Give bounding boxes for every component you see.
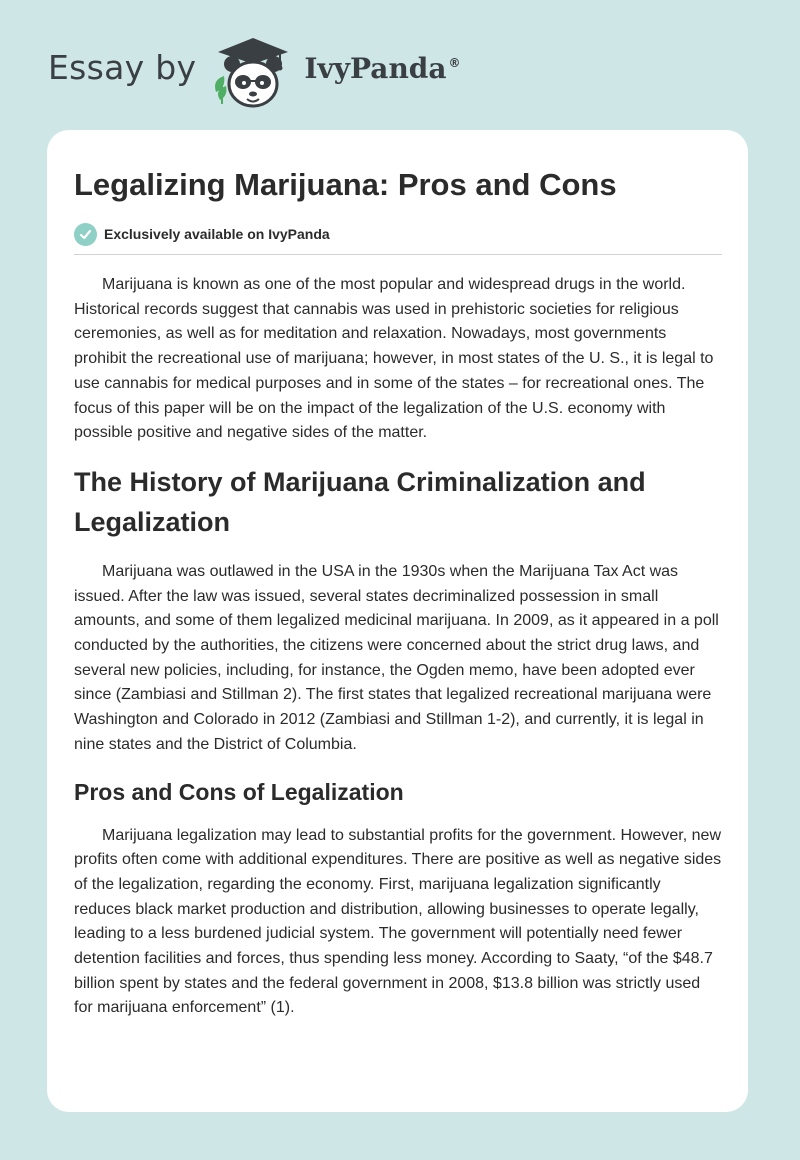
intro-paragraph: Marijuana is known as one of the most popular and widespread drugs in the world. Historical records suggest that cannabis was used in prehistoric societies for religious ceremonies, as well as for meditation and relaxation. Nowadays, most governments prohibit the recreational use of marijuana; however, in most states of the U. S., it is legal to use cannabis for medical purposes and in some of the states – for recreational ones. The focus of this paper will be on the impact of the legalization of the U.S. economy with possible positive and negative sides of the matter. (74, 276, 714, 442)
ivypanda-logo-icon[interactable] (210, 30, 296, 110)
check-circle-icon (74, 223, 97, 246)
exclusive-badge (74, 222, 722, 246)
section-paragraph-history: Marijuana was outlawed in the USA in the 1930s when the Marijuana Tax Act was issued. After the law was issued, several states decriminalized possession in small amounts, and some of them legalized medicinal marijuana. In 2009, as it appeared in a poll conducted by the authorities, the citizens were concerned about the strict drug laws, and several new policies, including, for instance, the Ogden memo, have been adopted ever since (Zambiasi and Stillman 2). The first states that legalized recreational marijuana were Washington and Colorado in 2012 (Zambiasi and Stillman 1-2), and currently, it is legal in nine states and the District of Columbia. (74, 562, 719, 753)
registered-mark: ® (448, 56, 461, 71)
title-divider (74, 254, 722, 255)
exclusive-label: Exclusively available on IvyPanda (104, 226, 330, 242)
site-header (48, 30, 461, 110)
section-heading-pros-cons: Pros and Cons of Legalization (74, 778, 404, 805)
article-title: Legalizing Marijuana: Pros and Cons (74, 167, 617, 202)
section-paragraph-pros-cons: Marijuana legalization may lead to substantial profits for the government. However, new profits often come with additional expenditures. There are positive as well as negative sides of the legalization, regarding the economy. First, marijuana legalization significantly reduces black market production and distribution, allowing businesses to operate legally, leading to a less burdened judicial system. The government will potentially need fewer detention facilities and forces, thus spending less money. According to Saaty, “of the $48.7 billion spent by states and the federal government in 2008, $13.8 billion was strictly used for marijuana enforcement” (1). (74, 826, 722, 1017)
brand-prefix: Essay by (48, 47, 197, 87)
section-heading-history: The History of Marijuana Criminalization and Legalization (74, 466, 646, 537)
article-card (47, 130, 748, 1112)
brand-name: IvyPanda ® (304, 51, 461, 85)
